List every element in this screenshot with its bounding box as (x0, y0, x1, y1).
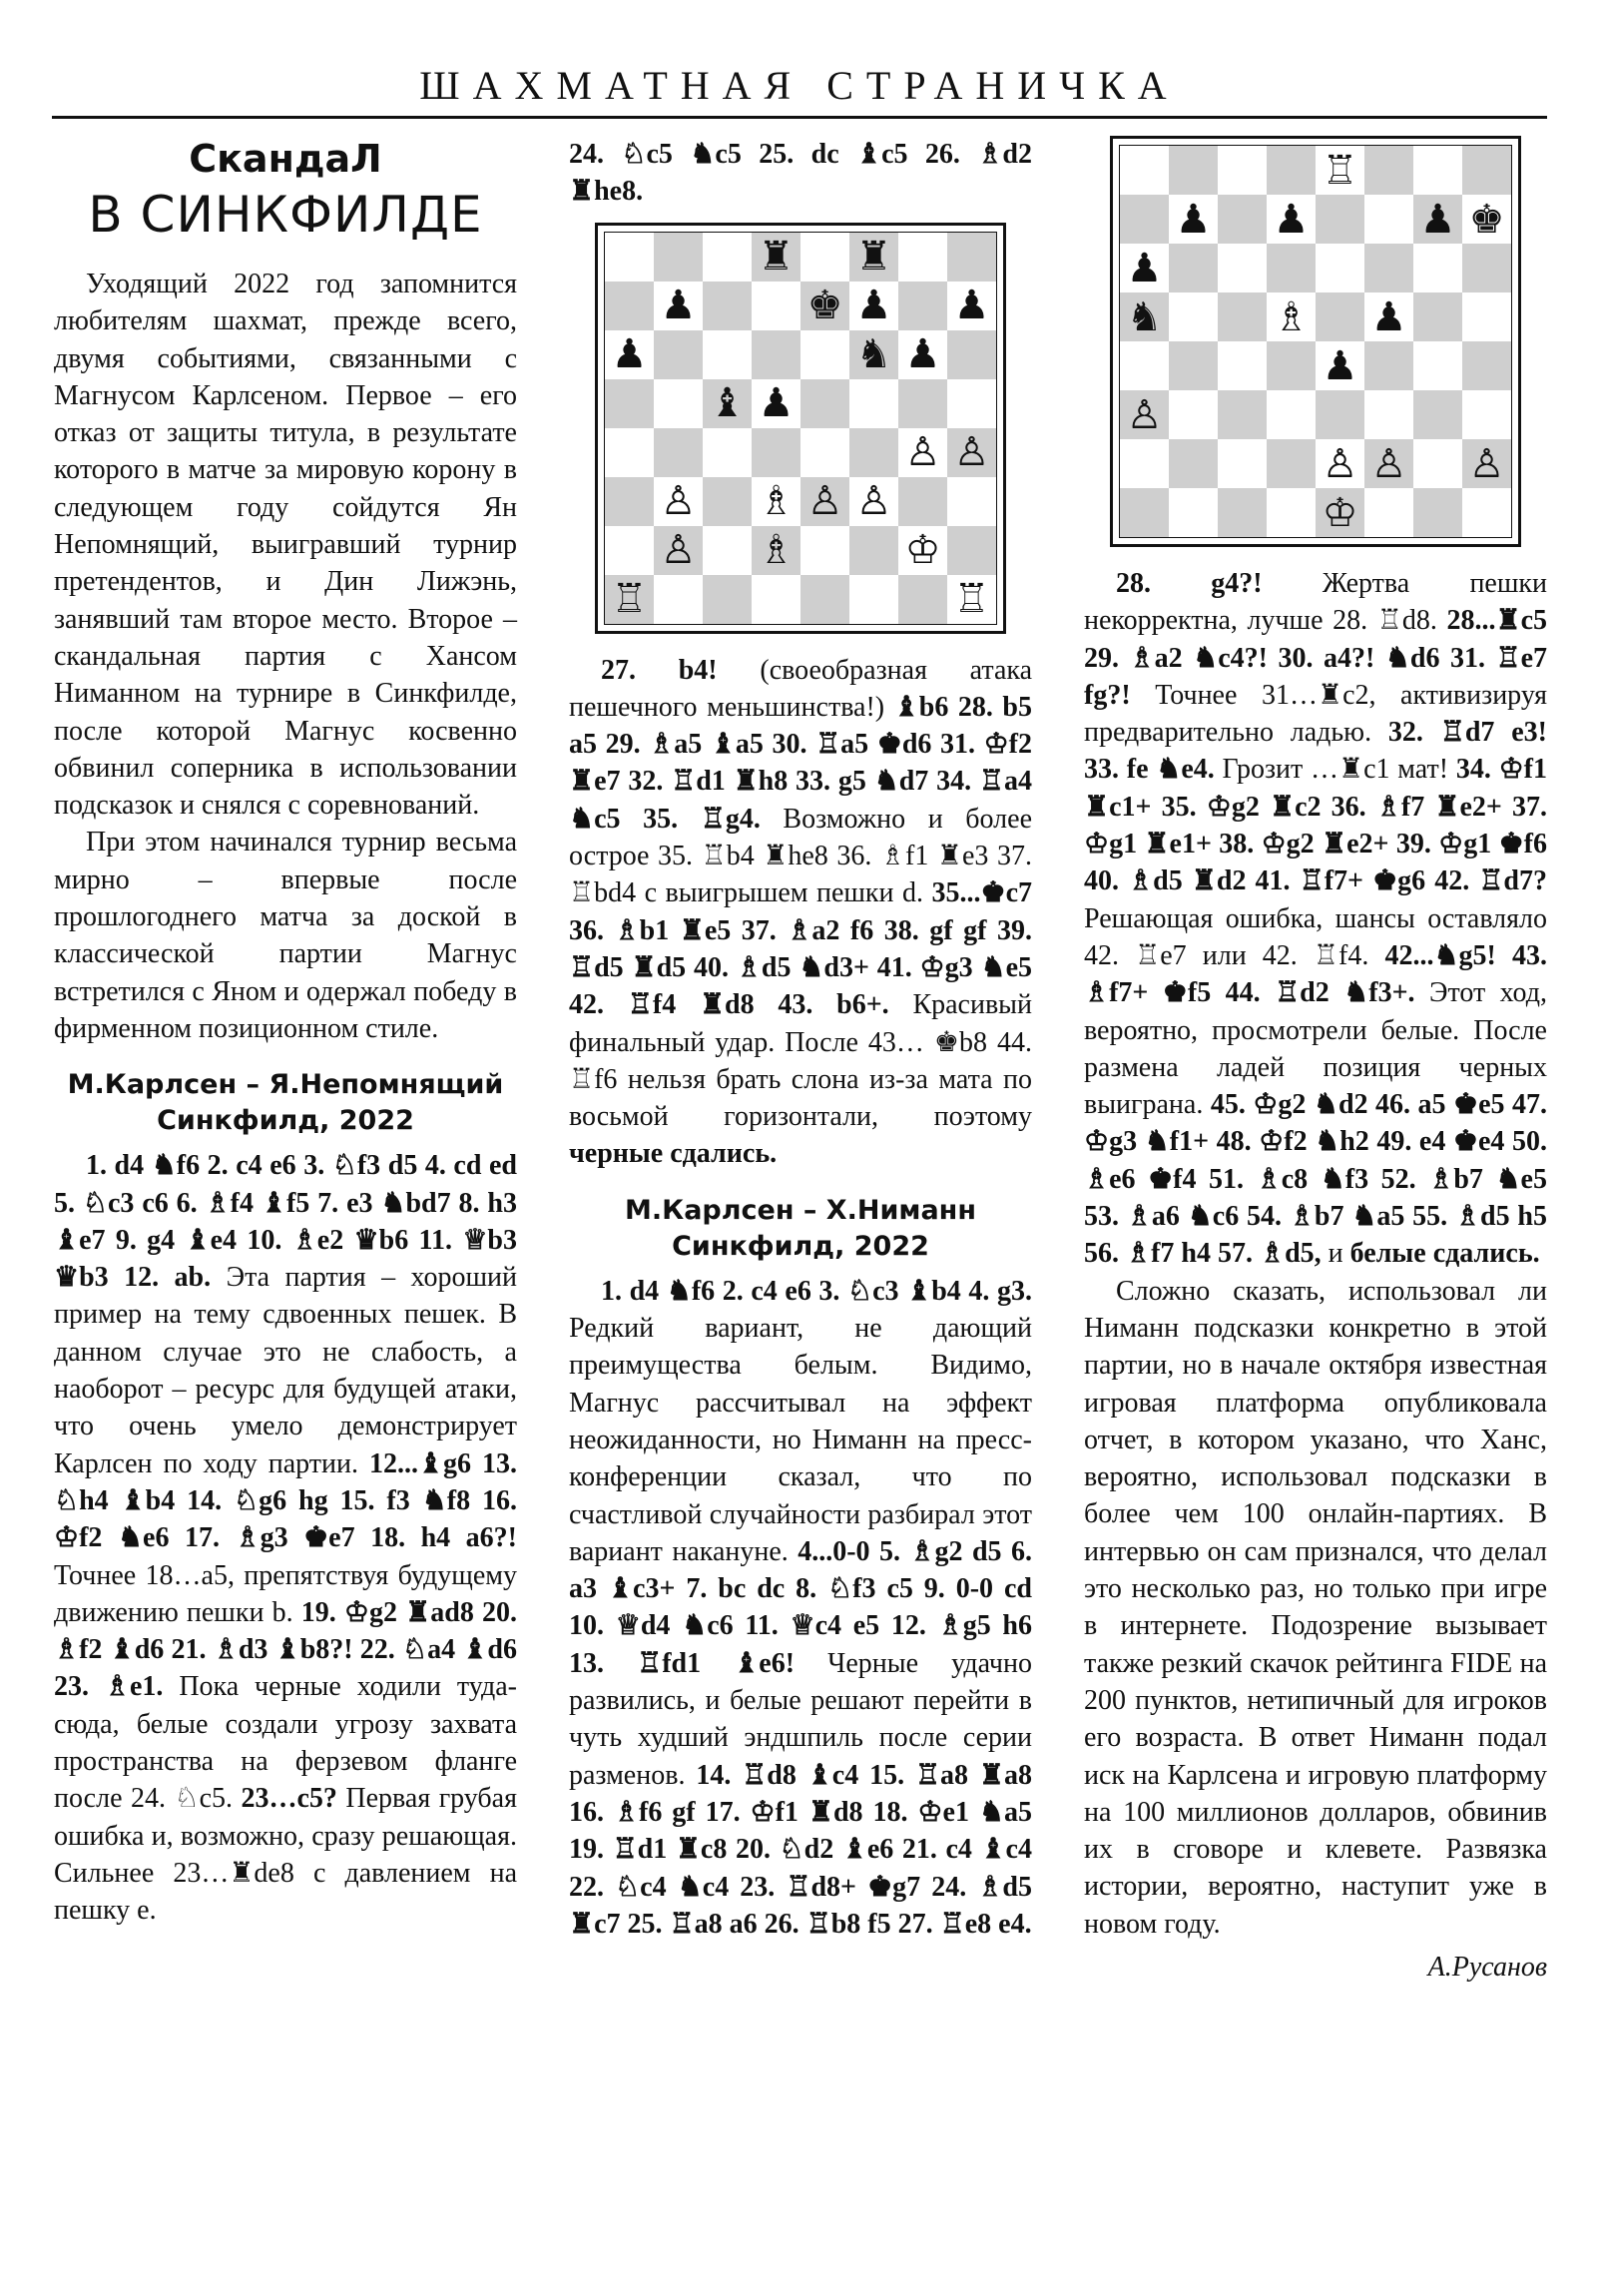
page-header-title: ШАХМАТНАЯ СТРАНИЧКА (419, 63, 1180, 108)
square-g8 (898, 233, 947, 282)
square-c5 (1218, 292, 1267, 341)
square-a8 (605, 233, 654, 282)
article-title-line1: СкандаЛ (189, 137, 382, 181)
square-e2 (800, 526, 849, 575)
game1-moves-5: 24. ♘c5 ♞c5 25. dc ♝c5 26. ♗d2 ♜he8. (569, 139, 1032, 208)
game2-comment-6: Грозит …♜c1 мат! (1214, 754, 1456, 786)
chess-piece-icon: ♚ (1468, 196, 1505, 243)
square-f3 (849, 477, 898, 526)
square-a1 (605, 575, 654, 624)
chess-piece-icon: ♟ (1273, 196, 1310, 243)
chess-piece-icon: ♙ (660, 478, 697, 525)
square-e5 (800, 379, 849, 428)
square-c6 (703, 330, 752, 379)
game1-comment-6: (своеобразная атака пешечного меньшинства!) (569, 654, 1032, 723)
square-e2 (1316, 439, 1364, 488)
game1-comment-2: Точнее 18…a5, препятствуя будущему движению пешки b. (54, 1559, 517, 1628)
square-a5 (1120, 292, 1169, 341)
chess-piece-icon: ♟ (855, 283, 892, 329)
square-c8 (703, 233, 752, 282)
square-f6 (1364, 244, 1413, 292)
closing-paragraph: Сложно сказать, использовал ли Ниманн подсказки конкретно в этой партии, но в начале октября известная игровая платформа опубликовала отчет, в котором указано, что Ханс, вероятно, использовал подсказки в более чем 100 онлайн-партиях. В интервью он сам признался, что делал это несколько раз, но только при игре в интернете. Подозрение вызывает также резкий скачок рейтинга FIDE на 200 пунктов, нетипичный для игроков его возраста. В ответ Ниманн подал иск на Карлсена и игровую платформу на 100 миллионов долларов, обвинив их в сговоре и клевете. Развязка истории, вероятно, наступит уже в новом году. (1084, 1275, 1547, 1940)
game1-players: М.Карлсен – Я.Непомнящий (67, 1069, 504, 1101)
square-c3 (1218, 390, 1267, 439)
square-g7 (1413, 195, 1462, 244)
square-a8 (1120, 146, 1169, 195)
game2-moves-9: 45. ♔g2 ♞d2 46. a5 ♚e5 47. ♔g3 ♞f1+ 48. ♔f2 ♞h2 49. e4 ♚e4 50. ♗e6 ♚f4 51. ♗c8 ♞f3 52. ♗b7 ♞e5 53. ♗a6 ♞c6 54. ♗b7 ♞a5 55. ♗d5 h5 56. ♗f7 h4 57. ♗d5, (1084, 1089, 1547, 1270)
chess-piece-icon: ♖ (1322, 147, 1358, 194)
square-b2 (1169, 439, 1218, 488)
square-b8 (654, 233, 703, 282)
game1-result: черные сдались. (569, 1138, 778, 1170)
square-c4 (1218, 341, 1267, 390)
square-a3 (1120, 390, 1169, 439)
square-g6 (1413, 244, 1462, 292)
chess-piece-icon: ♟ (1126, 245, 1163, 291)
chess-piece-icon: ♟ (1370, 293, 1407, 340)
square-d5 (1267, 292, 1316, 341)
game2-notation (569, 1273, 1032, 1943)
game1-comment-8: Красивый финальный удар. После 43… ♚b8 44. ♖f6 нельзя брать слона из-за мата по восьмой горизонтали, поэтому (569, 989, 1032, 1133)
game2-players: М.Карлсен – Х.Ниманн (625, 1194, 976, 1226)
square-b1 (654, 575, 703, 624)
square-e6 (1316, 244, 1364, 292)
square-d8 (1267, 146, 1316, 195)
square-a7 (605, 282, 654, 330)
square-g2 (898, 526, 947, 575)
game2-comment-9: и (1321, 1238, 1350, 1270)
square-e1 (800, 575, 849, 624)
chess-diagram-1-frame (595, 223, 1006, 634)
square-g5 (1413, 292, 1462, 341)
chess-piece-icon: ♗ (758, 478, 795, 525)
chess-board-1 (604, 232, 997, 625)
square-d5 (752, 379, 800, 428)
game1-comment-3: Пока черные ходили туда-сюда, белые создали угрозу захвата пространства на ферзевом фланге после 24. ♘c5. (54, 1671, 518, 1815)
chess-piece-icon: ♟ (611, 331, 648, 378)
chess-piece-icon: ♜ (758, 234, 795, 281)
square-f5 (849, 379, 898, 428)
game1-moves-2: 12...♝g6 13. ♘h4 ♝b4 14. ♘g6 hg 15. f3 ♞f8 16. ♔f2 ♞e6 17. ♗g3 ♚e7 18. h4 a6?! (54, 1447, 517, 1554)
square-d3 (752, 477, 800, 526)
square-b2 (654, 526, 703, 575)
square-b3 (1169, 390, 1218, 439)
square-e8 (1316, 146, 1364, 195)
chess-piece-icon: ♙ (904, 429, 941, 476)
square-a2 (605, 526, 654, 575)
square-a6 (1120, 244, 1169, 292)
square-c6 (1218, 244, 1267, 292)
chess-piece-icon: ♙ (1126, 391, 1163, 438)
game2-comment-8: Этот ход, вероятно, просмотрели белые. После размена ладей позиция черных выиграна. (1084, 977, 1547, 1121)
square-a5 (605, 379, 654, 428)
square-e4 (800, 428, 849, 477)
game2-header (569, 1193, 1032, 1265)
game1-comment-7: Возможно и более острое 35. ♖b4 ♜he8 36. ♗f1 ♜e3 37. ♖bd4 с выигрышем пешки d. (569, 803, 1032, 909)
square-c4 (703, 428, 752, 477)
square-b7 (654, 282, 703, 330)
square-f8 (1364, 146, 1413, 195)
square-f4 (1364, 341, 1413, 390)
square-b5 (654, 379, 703, 428)
square-h1 (1462, 488, 1511, 537)
square-c3 (703, 477, 752, 526)
square-e7 (800, 282, 849, 330)
column-1 (54, 136, 517, 1929)
square-g3 (1413, 390, 1462, 439)
square-h8 (947, 233, 996, 282)
chess-diagram-1 (569, 223, 1032, 634)
square-a4 (605, 428, 654, 477)
square-d8 (752, 233, 800, 282)
square-b7 (1169, 195, 1218, 244)
intro-paragraph-2: При этом начинался турнир весьма мирно – впервые после прошлогоднего матча за доской в классической партии Магнус встретился с Яном и одержал победу в фирменном позиционном стиле. (54, 827, 517, 1044)
chess-diagram-2-frame (1110, 136, 1521, 547)
square-f1 (1364, 488, 1413, 537)
square-f1 (849, 575, 898, 624)
square-h3 (947, 477, 996, 526)
chess-piece-icon: ♟ (953, 283, 990, 329)
game2-comment-7: Решающая ошибка, шансы оставляло 42. ♖e7 или 42. ♖f4. (1084, 902, 1547, 971)
chess-diagram-2 (1084, 136, 1547, 547)
game1-comment-4: Первая грубая ошибка и, возможно, сразу решающая. Сильнее 23…♜de8 с давлением на пешку e. (54, 1783, 517, 1927)
square-a3 (605, 477, 654, 526)
column-2 (569, 136, 1032, 1943)
square-b4 (654, 428, 703, 477)
square-f7 (1364, 195, 1413, 244)
chess-piece-icon: ♙ (1370, 440, 1407, 487)
square-g8 (1413, 146, 1462, 195)
chess-piece-icon: ♙ (1322, 440, 1358, 487)
chess-piece-icon: ♜ (855, 234, 892, 281)
game2-notation-2 (1084, 565, 1547, 1273)
square-e8 (800, 233, 849, 282)
square-g7 (898, 282, 947, 330)
game1-continuation (569, 136, 1032, 211)
square-h5 (1462, 292, 1511, 341)
game2-comment-1: Редкий вариант, не дающий преимущества белым. Видимо, Магнус рассчитывал на эффект неожиданности, но Ниманн на пресс-конференции сказал, что по счастливой случайности разбирал этот вариант накануне. (569, 1313, 1032, 1567)
game2-moves-3: 14. ♖d8 ♝c4 15. ♖a8 ♜a8 16. ♗f6 gf 17. ♔f1 ♜d8 18. ♔e1 ♞a5 19. ♖d1 ♜c8 20. ♘d2 ♝e6 21. c4 ♝c4 22. ♘c4 ♞c4 23. ♖d8+ ♚g7 24. ♗d5 ♜c7 25. ♖a8 a6 26. ♖b8 f5 27. ♖e8 e4. (569, 1759, 1033, 1940)
chess-board-2 (1119, 145, 1512, 538)
square-c1 (703, 575, 752, 624)
square-h3 (1462, 390, 1511, 439)
square-b5 (1169, 292, 1218, 341)
square-b4 (1169, 341, 1218, 390)
square-b6 (1169, 244, 1218, 292)
chess-piece-icon: ♟ (1419, 196, 1456, 243)
intro-paragraph-1: Уходящий 2022 год запомнится любителям шахмат, прежде всего, двумя событиями, связанными с Магнусом Карлсеном. Первое – его отказ от защиты титула, в результате которого в матче за мировую корону в следующем году сойдутся Ян Непомнящий, выигравший турнир претендентов, и Дин Лижэнь, занявший там второе место. Второе – скандальная партия с Хансом Ниманном на турнире в Синкфилде, после которой Магнус косвенно обвинил соперника в использовании подсказок и снялся с соревнований. (54, 269, 517, 822)
square-f8 (849, 233, 898, 282)
square-a6 (605, 330, 654, 379)
square-h6 (1462, 244, 1511, 292)
chess-piece-icon: ♟ (1322, 342, 1358, 389)
chess-piece-icon: ♝ (709, 380, 746, 427)
chess-piece-icon: ♙ (1468, 440, 1505, 487)
game1-header (54, 1067, 517, 1139)
square-c8 (1218, 146, 1267, 195)
chess-piece-icon: ♟ (660, 283, 697, 329)
game1-moves-8: 35...♚c7 36. ♗b1 ♜e5 37. ♗a2 f6 38. gf gf 39. ♖d5 ♜d5 40. ♗d5 ♞d3+ 41. ♔g3 ♞e5 42. ♖f4 ♜d8 43. b6+. (569, 877, 1032, 1021)
square-d4 (1267, 341, 1316, 390)
chess-piece-icon: ♔ (904, 527, 941, 574)
chess-piece-icon: ♟ (758, 380, 795, 427)
square-d7 (752, 282, 800, 330)
square-f5 (1364, 292, 1413, 341)
square-f7 (849, 282, 898, 330)
game2-moves-2: 4...0-0 5. ♗g2 d5 6. a3 ♝c3+ 7. bc dc 8. ♘f3 c5 9. 0-0 cd 10. ♕d4 ♞c6 11. ♕c4 e5 12. ♗g5 h6 13. ♖fd1 ♝e6! (569, 1535, 1032, 1679)
chess-piece-icon: ♙ (953, 429, 990, 476)
square-g4 (1413, 341, 1462, 390)
square-a4 (1120, 341, 1169, 390)
square-e7 (1316, 195, 1364, 244)
square-b3 (654, 477, 703, 526)
game1-moves-4: 23…c5? (241, 1783, 337, 1815)
page-header (52, 58, 1547, 119)
square-d1 (752, 575, 800, 624)
square-h5 (947, 379, 996, 428)
square-h2 (947, 526, 996, 575)
square-g1 (1413, 488, 1462, 537)
square-h4 (1462, 341, 1511, 390)
game2-event: Синкфилд, 2022 (672, 1230, 929, 1262)
square-e3 (1316, 390, 1364, 439)
square-f3 (1364, 390, 1413, 439)
chess-piece-icon: ♟ (904, 331, 941, 378)
square-c7 (703, 282, 752, 330)
square-h6 (947, 330, 996, 379)
column-3 (1084, 136, 1547, 1986)
chess-piece-icon: ♙ (855, 478, 892, 525)
square-a7 (1120, 195, 1169, 244)
chess-piece-icon: ♞ (1126, 293, 1163, 340)
game2-comment-2: Черные удачно развились, и белые решают перейти в чуть худший эндшпиль после серии разменов. (569, 1647, 1032, 1791)
square-g2 (1413, 439, 1462, 488)
game1-moves-7: ♝b6 28. b5 a5 29. ♗a5 ♝a5 30. ♖a5 ♚d6 31. ♔f2 ♜e7 32. ♖d1 ♜h8 33. g5 ♞d7 34. ♖a4 ♞c5 35. ♖g4. (569, 691, 1033, 835)
square-f2 (849, 526, 898, 575)
square-g5 (898, 379, 947, 428)
square-h7 (1462, 195, 1511, 244)
game1-notation-2 (569, 652, 1032, 1173)
square-e1 (1316, 488, 1364, 537)
square-h2 (1462, 439, 1511, 488)
square-h7 (947, 282, 996, 330)
chess-piece-icon: ♖ (953, 576, 990, 623)
chess-piece-icon: ♞ (855, 331, 892, 378)
square-d4 (752, 428, 800, 477)
chess-piece-icon: ♗ (758, 527, 795, 574)
game1-moves-6: 27. b4! (601, 654, 718, 686)
square-d6 (1267, 244, 1316, 292)
square-d3 (1267, 390, 1316, 439)
chess-piece-icon: ♟ (1175, 196, 1212, 243)
game2-comment-4: Жертва пешки некорректна, лучше 28. ♖d8. (1084, 568, 1547, 637)
square-e3 (800, 477, 849, 526)
game1-moves-3: 19. ♔g2 ♜ad8 20. ♗f2 ♝d6 21. ♗d3 ♝b8?! 22. ♘a4 ♝d6 23. ♗e1. (54, 1596, 517, 1703)
square-f6 (849, 330, 898, 379)
square-c2 (1218, 439, 1267, 488)
chess-piece-icon: ♔ (1322, 489, 1358, 536)
game2-result: белые сдались. (1349, 1238, 1540, 1270)
square-d6 (752, 330, 800, 379)
square-b1 (1169, 488, 1218, 537)
game1-notation (54, 1147, 517, 1929)
square-c1 (1218, 488, 1267, 537)
chess-piece-icon: ♙ (806, 478, 843, 525)
game2-moves-4: 28. g4?! (1116, 568, 1263, 599)
game1-comment-1: Эта партия – хороший пример на тему сдвоенных пешек. В данном случае это не слабость, а наоборот – ресурс для будущей атаки, что очень умело демонстрирует Карлсен по ходу партии. (54, 1262, 517, 1479)
square-g4 (898, 428, 947, 477)
square-h8 (1462, 146, 1511, 195)
article-title-line2: В СИНКФИЛДЕ (88, 186, 483, 244)
square-g3 (898, 477, 947, 526)
game2-comment-5: Точнее 31…♜c2, активизируя предварительно ладью. (1084, 679, 1547, 749)
game1-event: Синкфилд, 2022 (157, 1105, 414, 1137)
square-a1 (1120, 488, 1169, 537)
square-b6 (654, 330, 703, 379)
square-h1 (947, 575, 996, 624)
square-c2 (703, 526, 752, 575)
chess-piece-icon: ♚ (806, 283, 843, 329)
game2-moves-6: 32. ♖d7 e3! 33. fe ♞e4. (1084, 717, 1547, 786)
chess-piece-icon: ♗ (1273, 293, 1310, 340)
square-h4 (947, 428, 996, 477)
square-c7 (1218, 195, 1267, 244)
square-b8 (1169, 146, 1218, 195)
game2-moves-8: 42...♞g5! 43. ♗f7+ ♚f5 44. ♖d2 ♞f3+. (1084, 939, 1547, 1009)
game1-moves-1: 1. d4 ♞f6 2. c4 e6 3. ♘f3 d5 4. cd ed 5. ♘c3 c6 6. ♗f4 ♝f5 7. e3 ♞bd7 8. h3 ♝e7 9. g4 ♝e4 10. ♗e2 ♛b6 11. ♕b3 ♛b3 12. ab. (54, 1150, 517, 1294)
square-e6 (800, 330, 849, 379)
game2-moves-7: 34. ♔f1 ♜c1+ 35. ♔g2 ♜c2 36. ♗f7 ♜e2+ 37. ♔g1 ♜e1+ 38. ♔g2 ♜e2+ 39. ♔g1 ♚f6 40. ♗d5 ♜d2 41. ♖f7+ ♚g6 42. ♖d7? (1084, 754, 1547, 897)
square-g6 (898, 330, 947, 379)
square-c5 (703, 379, 752, 428)
game2-moves-5: 28...♜c5 29. ♗a2 ♞c4?! 30. a4?! ♞d6 31. ♖e7 fg?! (1084, 605, 1547, 711)
author-signature: А.Русанов (1427, 1951, 1547, 1983)
square-f4 (849, 428, 898, 477)
square-d2 (1267, 439, 1316, 488)
square-f2 (1364, 439, 1413, 488)
chess-piece-icon: ♖ (611, 576, 648, 623)
square-d7 (1267, 195, 1316, 244)
square-a2 (1120, 439, 1169, 488)
game2-moves-1: 1. d4 ♞f6 2. c4 e6 3. ♘c3 ♝b4 4. g3. (601, 1275, 1032, 1307)
square-e4 (1316, 341, 1364, 390)
square-d1 (1267, 488, 1316, 537)
square-d2 (752, 526, 800, 575)
chess-piece-icon: ♙ (660, 527, 697, 574)
square-g1 (898, 575, 947, 624)
square-e5 (1316, 292, 1364, 341)
